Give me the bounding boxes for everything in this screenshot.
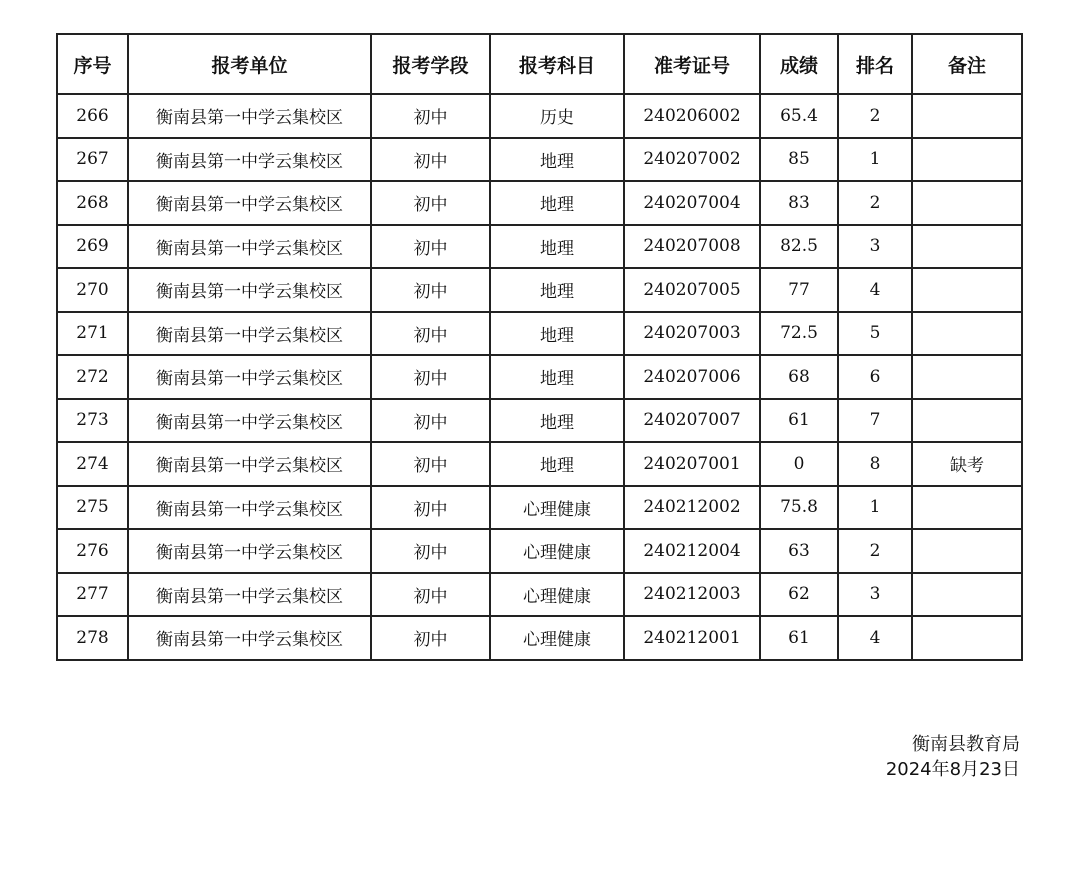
header-remark: 备注 <box>912 34 1022 94</box>
cell-remark <box>912 225 1022 269</box>
cell-stage: 初中 <box>371 399 490 443</box>
results-table <box>56 33 1023 661</box>
cell-score: 65.4 <box>760 94 838 138</box>
cell-ticket: 240212001 <box>624 616 760 660</box>
cell-remark <box>912 486 1022 530</box>
cell-remark <box>912 399 1022 443</box>
header-subject: 报考科目 <box>490 34 624 94</box>
cell-unit: 衡南县第一中学云集校区 <box>128 442 371 486</box>
cell-remark <box>912 94 1022 138</box>
cell-stage: 初中 <box>371 486 490 530</box>
cell-unit: 衡南县第一中学云集校区 <box>128 616 371 660</box>
table-row <box>57 399 1022 443</box>
cell-rank: 3 <box>838 225 912 269</box>
cell-score: 62 <box>760 573 838 617</box>
header-score: 成绩 <box>760 34 838 94</box>
cell-subject: 心理健康 <box>490 616 624 660</box>
cell-ticket: 240212002 <box>624 486 760 530</box>
cell-rank: 1 <box>838 138 912 182</box>
table-row <box>57 312 1022 356</box>
cell-rank: 8 <box>838 442 912 486</box>
cell-stage: 初中 <box>371 225 490 269</box>
cell-unit: 衡南县第一中学云集校区 <box>128 355 371 399</box>
table-row <box>57 573 1022 617</box>
cell-stage: 初中 <box>371 573 490 617</box>
cell-remark <box>912 616 1022 660</box>
cell-serial: 275 <box>57 486 128 530</box>
cell-serial: 271 <box>57 312 128 356</box>
table-row <box>57 268 1022 312</box>
issuing-organization: 衡南县教育局 <box>912 734 1020 755</box>
cell-ticket: 240207003 <box>624 312 760 356</box>
table-row <box>57 181 1022 225</box>
cell-stage: 初中 <box>371 268 490 312</box>
cell-ticket: 240207005 <box>624 268 760 312</box>
cell-subject: 地理 <box>490 312 624 356</box>
cell-unit: 衡南县第一中学云集校区 <box>128 529 371 573</box>
cell-subject: 地理 <box>490 355 624 399</box>
cell-subject: 心理健康 <box>490 486 624 530</box>
cell-unit: 衡南县第一中学云集校区 <box>128 312 371 356</box>
cell-stage: 初中 <box>371 529 490 573</box>
header-rank: 排名 <box>838 34 912 94</box>
cell-score: 68 <box>760 355 838 399</box>
table-body <box>57 94 1022 660</box>
cell-stage: 初中 <box>371 138 490 182</box>
cell-ticket: 240207004 <box>624 181 760 225</box>
cell-subject: 地理 <box>490 225 624 269</box>
cell-rank: 4 <box>838 268 912 312</box>
cell-serial: 274 <box>57 442 128 486</box>
cell-serial: 267 <box>57 138 128 182</box>
cell-rank: 6 <box>838 355 912 399</box>
cell-subject: 地理 <box>490 399 624 443</box>
cell-unit: 衡南县第一中学云集校区 <box>128 486 371 530</box>
cell-serial: 273 <box>57 399 128 443</box>
cell-remark: 缺考 <box>912 442 1022 486</box>
cell-rank: 4 <box>838 616 912 660</box>
cell-rank: 5 <box>838 312 912 356</box>
cell-stage: 初中 <box>371 616 490 660</box>
cell-unit: 衡南县第一中学云集校区 <box>128 225 371 269</box>
cell-ticket: 240207006 <box>624 355 760 399</box>
table-row <box>57 529 1022 573</box>
cell-remark <box>912 181 1022 225</box>
table-header-row <box>57 34 1022 94</box>
cell-ticket: 240207002 <box>624 138 760 182</box>
cell-stage: 初中 <box>371 181 490 225</box>
table-row <box>57 442 1022 486</box>
cell-stage: 初中 <box>371 312 490 356</box>
issue-date: 2024年8月23日 <box>885 759 1020 780</box>
cell-remark <box>912 268 1022 312</box>
cell-rank: 2 <box>838 94 912 138</box>
cell-ticket: 240212003 <box>624 573 760 617</box>
cell-unit: 衡南县第一中学云集校区 <box>128 94 371 138</box>
cell-score: 61 <box>760 616 838 660</box>
cell-serial: 272 <box>57 355 128 399</box>
cell-serial: 270 <box>57 268 128 312</box>
cell-remark <box>912 138 1022 182</box>
cell-score: 75.8 <box>760 486 838 530</box>
cell-score: 83 <box>760 181 838 225</box>
cell-subject: 历史 <box>490 94 624 138</box>
table-row <box>57 225 1022 269</box>
cell-stage: 初中 <box>371 94 490 138</box>
cell-unit: 衡南县第一中学云集校区 <box>128 399 371 443</box>
cell-rank: 2 <box>838 529 912 573</box>
cell-unit: 衡南县第一中学云集校区 <box>128 573 371 617</box>
header-serial: 序号 <box>57 34 128 94</box>
table-row <box>57 94 1022 138</box>
cell-subject: 地理 <box>490 442 624 486</box>
cell-rank: 2 <box>838 181 912 225</box>
cell-serial: 269 <box>57 225 128 269</box>
table-row <box>57 355 1022 399</box>
cell-unit: 衡南县第一中学云集校区 <box>128 181 371 225</box>
table-row <box>57 138 1022 182</box>
cell-serial: 268 <box>57 181 128 225</box>
cell-ticket: 240207001 <box>624 442 760 486</box>
table-row <box>57 616 1022 660</box>
cell-subject: 地理 <box>490 138 624 182</box>
cell-remark <box>912 312 1022 356</box>
cell-remark <box>912 573 1022 617</box>
cell-unit: 衡南县第一中学云集校区 <box>128 138 371 182</box>
cell-score: 63 <box>760 529 838 573</box>
cell-rank: 7 <box>838 399 912 443</box>
cell-subject: 心理健康 <box>490 573 624 617</box>
cell-score: 0 <box>760 442 838 486</box>
header-stage: 报考学段 <box>371 34 490 94</box>
cell-ticket: 240212004 <box>624 529 760 573</box>
cell-ticket: 240207008 <box>624 225 760 269</box>
cell-remark <box>912 529 1022 573</box>
cell-serial: 277 <box>57 573 128 617</box>
cell-score: 85 <box>760 138 838 182</box>
cell-ticket: 240206002 <box>624 94 760 138</box>
header-unit: 报考单位 <box>128 34 371 94</box>
cell-score: 61 <box>760 399 838 443</box>
cell-rank: 3 <box>838 573 912 617</box>
cell-unit: 衡南县第一中学云集校区 <box>128 268 371 312</box>
header-ticket: 准考证号 <box>624 34 760 94</box>
cell-score: 77 <box>760 268 838 312</box>
cell-subject: 心理健康 <box>490 529 624 573</box>
cell-rank: 1 <box>838 486 912 530</box>
cell-subject: 地理 <box>490 268 624 312</box>
cell-stage: 初中 <box>371 442 490 486</box>
cell-serial: 278 <box>57 616 128 660</box>
table-row <box>57 486 1022 530</box>
cell-serial: 276 <box>57 529 128 573</box>
cell-score: 72.5 <box>760 312 838 356</box>
cell-stage: 初中 <box>371 355 490 399</box>
cell-remark <box>912 355 1022 399</box>
cell-ticket: 240207007 <box>624 399 760 443</box>
cell-serial: 266 <box>57 94 128 138</box>
cell-score: 82.5 <box>760 225 838 269</box>
cell-subject: 地理 <box>490 181 624 225</box>
